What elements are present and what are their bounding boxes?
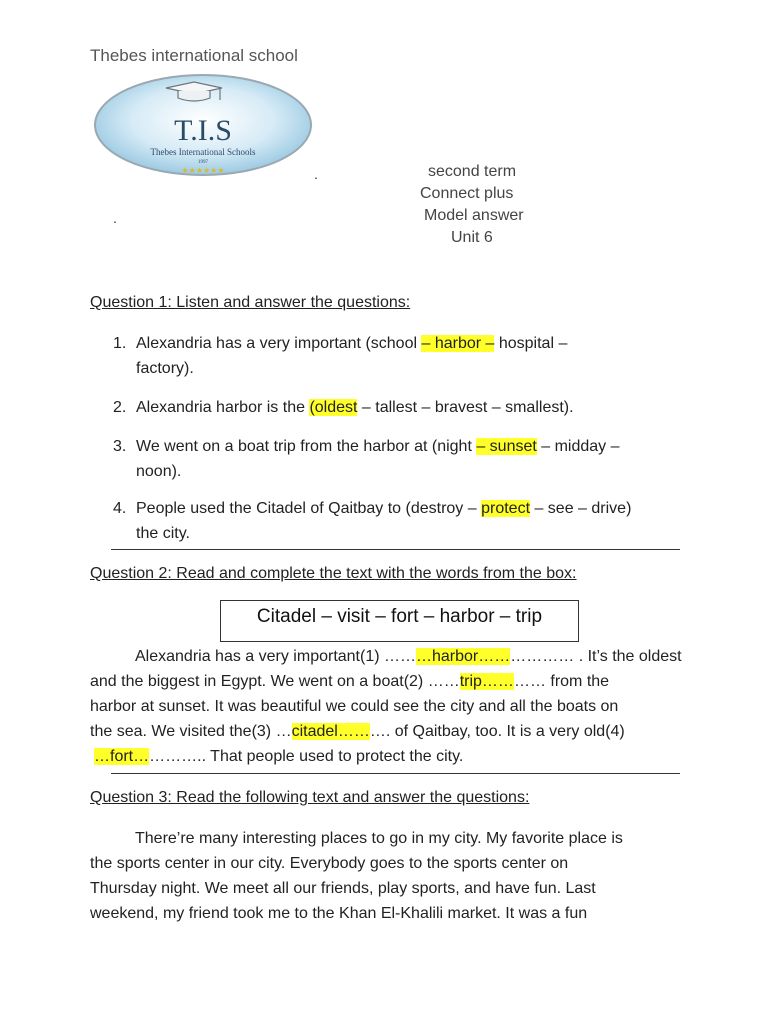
star-row-icon: [181, 166, 224, 175]
highlight-answer: …harbor……: [416, 648, 511, 665]
text-line: harbor at sunset. It was beautiful we could see the city and all the boats on: [90, 698, 619, 715]
list-item: 4. People used the Citadel of Qaitbay to (destroy – protect – see – drive) the city.: [113, 500, 632, 542]
school-name: Thebes international school: [90, 46, 298, 65]
text-line: and the biggest in Egypt. We went on a boat(2) ……trip………… from the: [90, 673, 610, 690]
text-line: …fort………….. That people used to protect the city.: [94, 748, 464, 765]
question-3-text: [90, 826, 680, 926]
highlight-answer: protect: [481, 500, 531, 517]
highlight-answer: – harbor –: [421, 335, 495, 352]
school-logo: [92, 70, 314, 180]
stray-dot: .: [113, 210, 117, 226]
list-item: 3. We went on a boat trip from the harbor at (night – sunset – midday – noon).: [113, 438, 620, 480]
highlight-answer: – sunset: [476, 438, 537, 455]
highlight-answer: citadel……: [291, 723, 370, 740]
question-2-title: Question 2: Read and complete the text with the words from the box:: [90, 565, 577, 582]
divider: [111, 549, 680, 550]
question-1-title: Question 1: Listen and answer the questions:: [90, 294, 411, 311]
question-2-text: [90, 644, 680, 769]
list-item: 2. Alexandria harbor is the (oldest – tallest – bravest – smallest).: [113, 399, 574, 416]
highlight-answer: …fort…: [94, 748, 150, 765]
divider: [111, 773, 680, 774]
list-item: 1. Alexandria has a very important (school – harbor – hospital – factory).: [113, 335, 568, 377]
book-label: Connect plus: [420, 185, 514, 202]
text-line: the sea. We visited the(3) …citadel………. of Qaitbay, too. It is a very old(4): [90, 723, 625, 740]
text-line: Alexandria has a very important(1) ………harbor……………… . It’s the oldest: [135, 648, 682, 665]
stray-dot: .: [314, 166, 318, 182]
text-line: weekend, my friend took me to the Khan El-Khalili market. It was a fun: [90, 905, 588, 922]
word-box: Citadel – visit – fort – harbor – trip: [220, 600, 579, 642]
highlight-answer: (oldest: [309, 399, 358, 416]
question-3-title: Question 3: Read the following text and answer the questions:: [90, 789, 530, 806]
svg-text:Thebes International Schools: Thebes International Schools: [150, 147, 256, 157]
text-line: the sports center in our city. Everybody goes to the sports center on: [90, 855, 569, 872]
text-line: Thursday night. We meet all our friends, play sports, and have fun. Last: [90, 880, 596, 897]
svg-text:T.I.S: T.I.S: [174, 114, 232, 147]
unit-label: Unit 6: [451, 229, 493, 246]
svg-text:1997: 1997: [198, 160, 208, 165]
svg-text:★★★★★★: ★★★★★★: [181, 166, 225, 175]
term-label: second term: [428, 163, 517, 180]
text-line: There’re many interesting places to go in my city. My favorite place is: [135, 830, 623, 847]
highlight-answer: trip……: [459, 673, 514, 690]
doc-type-label: Model answer: [424, 207, 524, 224]
